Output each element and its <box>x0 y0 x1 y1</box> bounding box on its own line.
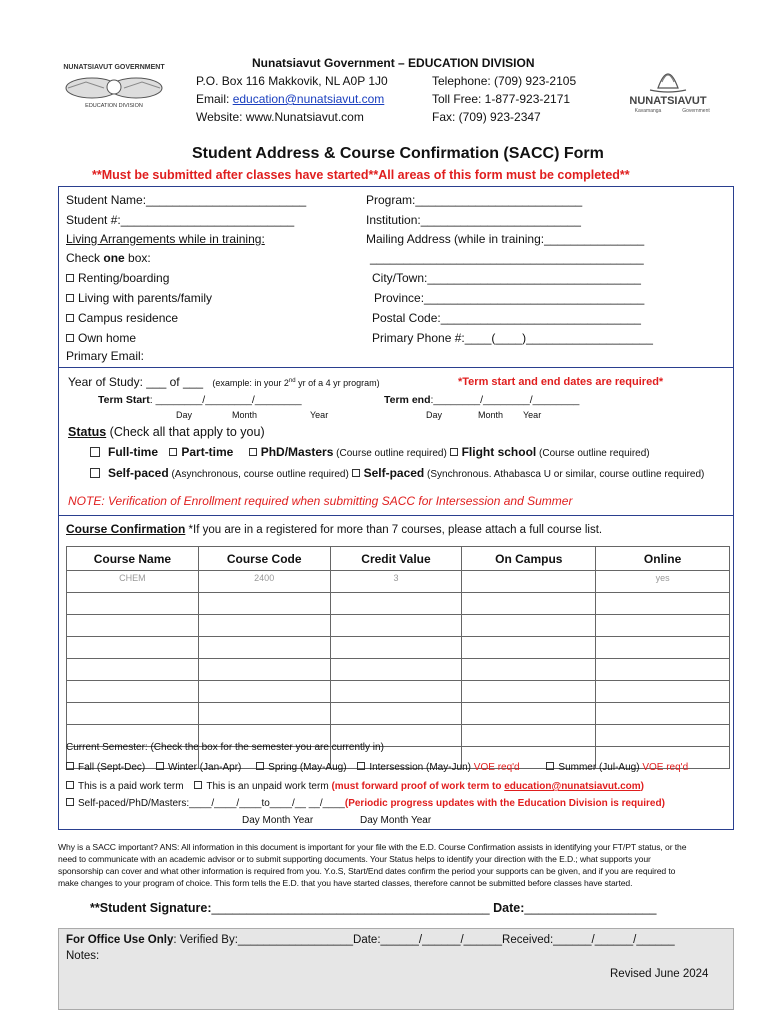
course-table-header <box>67 547 730 571</box>
table-cell[interactable] <box>330 681 462 703</box>
table-cell[interactable] <box>198 659 330 681</box>
check-prefix: Check <box>66 251 104 265</box>
term-start-label: Term Start <box>98 394 150 406</box>
opt-own-home-label: Own home <box>78 331 137 345</box>
table-cell[interactable]: 2400 <box>198 571 330 593</box>
work-term-row <box>66 781 644 792</box>
course-table <box>66 546 730 769</box>
table-cell[interactable] <box>596 659 730 681</box>
paid-work-checkbox[interactable] <box>66 781 74 789</box>
table-cell[interactable] <box>67 681 199 703</box>
signature-row <box>90 901 656 915</box>
form-title: Student Address & Course Confirmation (SACC) Form <box>192 145 604 162</box>
phd-note: (Course outline required) <box>333 448 450 459</box>
table-cell[interactable] <box>67 637 199 659</box>
voe-intersession: VOE req'd <box>473 762 520 773</box>
table-cell[interactable] <box>462 659 596 681</box>
spring-label: Spring (May-Aug) <box>268 762 347 773</box>
unpaid-work-note: (must forward proof of work term to <box>331 781 505 792</box>
table-cell[interactable] <box>330 615 462 637</box>
email-line <box>196 90 384 108</box>
email-link[interactable]: education@nunatsiavut.com <box>232 92 385 106</box>
student-number-field[interactable]: Student #:__________________________ <box>66 213 295 227</box>
po-box: P.O. Box 116 Makkovik, NL A0P 1J0 <box>196 74 388 88</box>
opt-campus[interactable] <box>66 311 178 325</box>
table-cell[interactable] <box>198 615 330 637</box>
mailing-address-line[interactable]: _________________________________________ <box>370 251 644 265</box>
term-start-field[interactable] <box>98 394 302 406</box>
spring-checkbox[interactable] <box>256 762 264 770</box>
city-field[interactable]: City/Town:________________________________ <box>372 271 641 285</box>
office-use-label: For Office Use Only <box>66 934 174 946</box>
fulltime-checkbox[interactable] <box>90 447 100 457</box>
selfpaced-sync-note: (Synchronous. Athabasca U or similar, course outline required) <box>424 469 705 480</box>
why-line-3: sponsorship can cover and what other information is required from you. Y.o.S, Start/End dates confirm the period your supports can be given, and if you are required to <box>58 866 676 876</box>
summer-checkbox[interactable] <box>546 762 554 770</box>
col-course-name: Course Name <box>67 547 199 571</box>
signature-field[interactable]: ________________________________________ <box>211 901 490 915</box>
paid-work-label: This is a paid work term <box>78 781 184 792</box>
signature-label: **Student Signature: <box>90 901 212 915</box>
table-cell[interactable] <box>67 593 199 615</box>
term-start-line[interactable]: : ________/________/________ <box>149 394 302 406</box>
semester-row <box>66 762 688 773</box>
verification-note: NOTE: Verification of Enrollment required when submitting SACC for Intersession and Summer <box>68 494 573 508</box>
form-subtitle: **Must be submitted after classes have started**All areas of this form must be completed** <box>92 168 630 182</box>
course-confirmation-line <box>66 522 602 536</box>
email-label: Email: <box>196 92 233 106</box>
opt-own-home[interactable] <box>66 331 136 345</box>
primary-phone-field[interactable]: Primary Phone #:____(____)___________________ <box>372 331 653 345</box>
logo-left-sub: EDUCATION DIVISION <box>85 103 143 109</box>
check-one-label <box>66 251 151 265</box>
status-hint: (Check all that apply to you) <box>106 425 265 439</box>
table-cell[interactable] <box>462 615 596 637</box>
check-one: one <box>103 251 125 265</box>
mailing-address-field[interactable]: Mailing Address (while in training:_______________ <box>366 232 645 246</box>
unpaid-work-close: ) <box>640 781 644 792</box>
table-cell[interactable] <box>596 703 730 725</box>
voe-summer: VOE req'd <box>642 762 689 773</box>
intersession-checkbox[interactable] <box>357 762 365 770</box>
checkbox-icon[interactable] <box>66 294 74 302</box>
col-credit-value: Credit Value <box>330 547 462 571</box>
selfpaced-async-checkbox[interactable] <box>90 468 100 478</box>
table-cell[interactable] <box>596 681 730 703</box>
selfpaced-sync-checkbox[interactable] <box>352 469 360 477</box>
course-confirmation-label: Course Confirmation <box>66 522 186 536</box>
table-cell[interactable] <box>462 725 596 747</box>
table-row <box>67 637 730 659</box>
table-cell[interactable] <box>596 725 730 747</box>
selfpaced-async-note: (Asynchronous, course outline required) <box>168 469 352 480</box>
phd-checkbox[interactable] <box>249 448 257 456</box>
toll-free: Toll Free: 1-877-923-2171 <box>432 92 571 106</box>
checkbox-icon[interactable] <box>66 274 74 282</box>
table-cell[interactable] <box>67 615 199 637</box>
postal-code-field[interactable]: Postal Code:______________________________ <box>372 311 641 325</box>
progress-note: (Periodic progress updates with the Education Division is required) <box>344 798 665 809</box>
checkbox-icon[interactable] <box>66 334 74 342</box>
selfpaced-dates-row <box>66 798 665 809</box>
table-cell[interactable] <box>462 593 596 615</box>
table-row <box>67 681 730 703</box>
office-verified-field[interactable]: : Verified By:__________________Date:______/______/______Received:______/______/______ <box>173 934 675 946</box>
parttime-label: Part-time <box>181 445 234 459</box>
table-cell[interactable] <box>462 637 596 659</box>
nunatsiavut-government-logo <box>58 60 170 112</box>
summer-label: Summer (Jul-Aug) <box>558 762 643 773</box>
table-cell[interactable] <box>330 637 462 659</box>
institution-field[interactable]: Institution:________________________ <box>366 213 581 227</box>
table-cell[interactable] <box>462 703 596 725</box>
example-text-2: yr of a 4 yr program) <box>295 378 380 388</box>
table-cell[interactable] <box>198 637 330 659</box>
opt-parents[interactable] <box>66 291 212 305</box>
check-suffix: box: <box>124 251 151 265</box>
living-arrangements-label: Living Arrangements while in training: <box>66 232 265 246</box>
year-of-study-field[interactable]: Year of Study: ___ of ___ <box>68 375 203 389</box>
example-text: (example: in your 2 <box>212 378 289 388</box>
dmy-label-2: Day Month Year <box>360 815 432 826</box>
student-name-field[interactable]: Student Name:________________________ <box>66 193 307 207</box>
table-cell[interactable] <box>67 659 199 681</box>
nunatsiavut-logo <box>618 50 718 120</box>
table-cell[interactable] <box>198 593 330 615</box>
winter-label: Winter (Jan-Apr) <box>168 762 242 773</box>
table-row <box>67 659 730 681</box>
why-line-1: Why is a SACC important? ANS: All information in this document is important for your file with the E.D. Course Confirmation assists in identifying your FT/PT status, or the <box>58 842 687 852</box>
phd-label: PhD/Masters <box>260 445 334 459</box>
unpaid-work-email[interactable]: education@nunatsiavut.com <box>504 781 641 792</box>
term-end-label: Term end <box>384 394 431 406</box>
opt-renting-label: Renting/boarding <box>78 271 170 285</box>
intersession-label: Intersession (May-Jun) <box>369 762 474 773</box>
telephone: Telephone: (709) 923-2105 <box>432 74 577 88</box>
winter-checkbox[interactable] <box>156 762 164 770</box>
dmy-label-1: Day Month Year <box>242 815 314 826</box>
province-field[interactable]: Province:_________________________________ <box>374 291 645 305</box>
status-row-2 <box>90 466 704 480</box>
term-end-line[interactable]: :________/________/________ <box>430 394 580 406</box>
term-end-day: Day <box>426 410 443 420</box>
opt-campus-label: Campus residence <box>78 311 179 325</box>
table-cell[interactable] <box>330 703 462 725</box>
why-line-4: make changes to your program of choice. This form tells the E.D. that you have started classes, therefore cannot be submitted before classes have started. <box>58 878 633 888</box>
table-row <box>67 703 730 725</box>
logo-right-sub2: Government <box>682 108 710 114</box>
term-start-year: Year <box>310 410 329 420</box>
status-label-line <box>68 425 265 439</box>
selfpaced-dates-field[interactable]: Self-paced/PhD/Masters:____/____/____to____/__ __/____ <box>78 798 345 809</box>
unpaid-work-checkbox[interactable] <box>194 781 202 789</box>
why-line-2: need to communicate with an academic advisor or to submit supporting documents. Your Status helps to identify your direction with the E.D.; what supports your <box>58 854 651 864</box>
term-end-field[interactable] <box>384 394 579 406</box>
parttime-checkbox[interactable] <box>169 448 177 456</box>
fax: Fax: (709) 923-2347 <box>432 110 541 124</box>
status-label: Status <box>68 425 107 439</box>
table-cell[interactable] <box>462 681 596 703</box>
table-cell[interactable] <box>330 593 462 615</box>
table-cell[interactable] <box>330 659 462 681</box>
flight-checkbox[interactable] <box>450 448 458 456</box>
selfpaced-async-label: Self-paced <box>108 466 169 480</box>
table-cell[interactable] <box>596 637 730 659</box>
term-dates-note: *Term start and end dates are required* <box>458 376 664 388</box>
table-cell[interactable] <box>596 615 730 637</box>
term-start-month: Month <box>232 410 258 420</box>
term-end-month: Month <box>478 410 504 420</box>
status-row-1 <box>90 445 650 459</box>
table-row <box>67 615 730 637</box>
fall-checkbox[interactable] <box>66 762 74 770</box>
current-semester-label: Current Semester: (Check the box for the semester you are currently in) <box>66 742 384 753</box>
opt-renting[interactable] <box>66 271 169 285</box>
selfpaced-dates-checkbox[interactable] <box>66 798 74 806</box>
logo-right-text: NUNATSIAVUT <box>629 95 707 107</box>
course-confirmation-hint: *If you are in a registered for more than 7 courses, please attach a full course list. <box>185 524 603 536</box>
website: Website: www.Nunatsiavut.com <box>196 110 364 124</box>
signature-date-field[interactable]: ___________________ <box>524 901 657 915</box>
year-example <box>212 378 379 388</box>
term-end-year: Year <box>523 410 542 420</box>
col-course-code: Course Code <box>198 547 330 571</box>
fulltime-label: Full-time <box>108 445 158 459</box>
flight-label: Flight school <box>461 445 537 459</box>
office-use-line <box>66 934 675 946</box>
org-title: Nunatsiavut Government – EDUCATION DIVISION <box>252 56 535 70</box>
logo-right-sub1: Kavamanga <box>634 108 662 114</box>
term-start-day: Day <box>176 410 193 420</box>
revised-date: Revised June 2024 <box>610 968 709 980</box>
primary-email-field[interactable]: Primary Email: <box>66 349 145 363</box>
table-row <box>67 593 730 615</box>
selfpaced-sync-label: Self-paced <box>363 466 425 480</box>
table-cell[interactable] <box>198 703 330 725</box>
table-row <box>67 571 730 593</box>
table-cell[interactable] <box>198 681 330 703</box>
checkbox-icon[interactable] <box>66 314 74 322</box>
signature-date-label: Date: <box>493 901 525 915</box>
office-notes-label: Notes: <box>66 950 100 962</box>
unpaid-work-label: This is an unpaid work term <box>206 781 332 792</box>
logo-left-text: NUNATSIAVUT GOVERNMENT <box>63 64 165 71</box>
table-cell[interactable] <box>596 593 730 615</box>
col-on-campus: On Campus <box>462 547 596 571</box>
table-cell[interactable] <box>67 703 199 725</box>
table-cell[interactable]: yes <box>596 571 730 593</box>
table-cell[interactable]: CHEM <box>67 571 199 593</box>
program-field[interactable]: Program:_________________________ <box>366 193 583 207</box>
fall-label: Fall (Sept-Dec) <box>78 762 146 773</box>
flight-note: (Course outline required) <box>536 448 650 459</box>
table-cell[interactable]: 3 <box>330 571 462 593</box>
why-paragraph <box>58 841 686 889</box>
year-of-study-line[interactable] <box>68 375 380 389</box>
col-online: Online <box>596 547 730 571</box>
table-cell[interactable] <box>462 571 596 593</box>
opt-parents-label: Living with parents/family <box>78 291 213 305</box>
example-sup: nd <box>288 378 296 384</box>
